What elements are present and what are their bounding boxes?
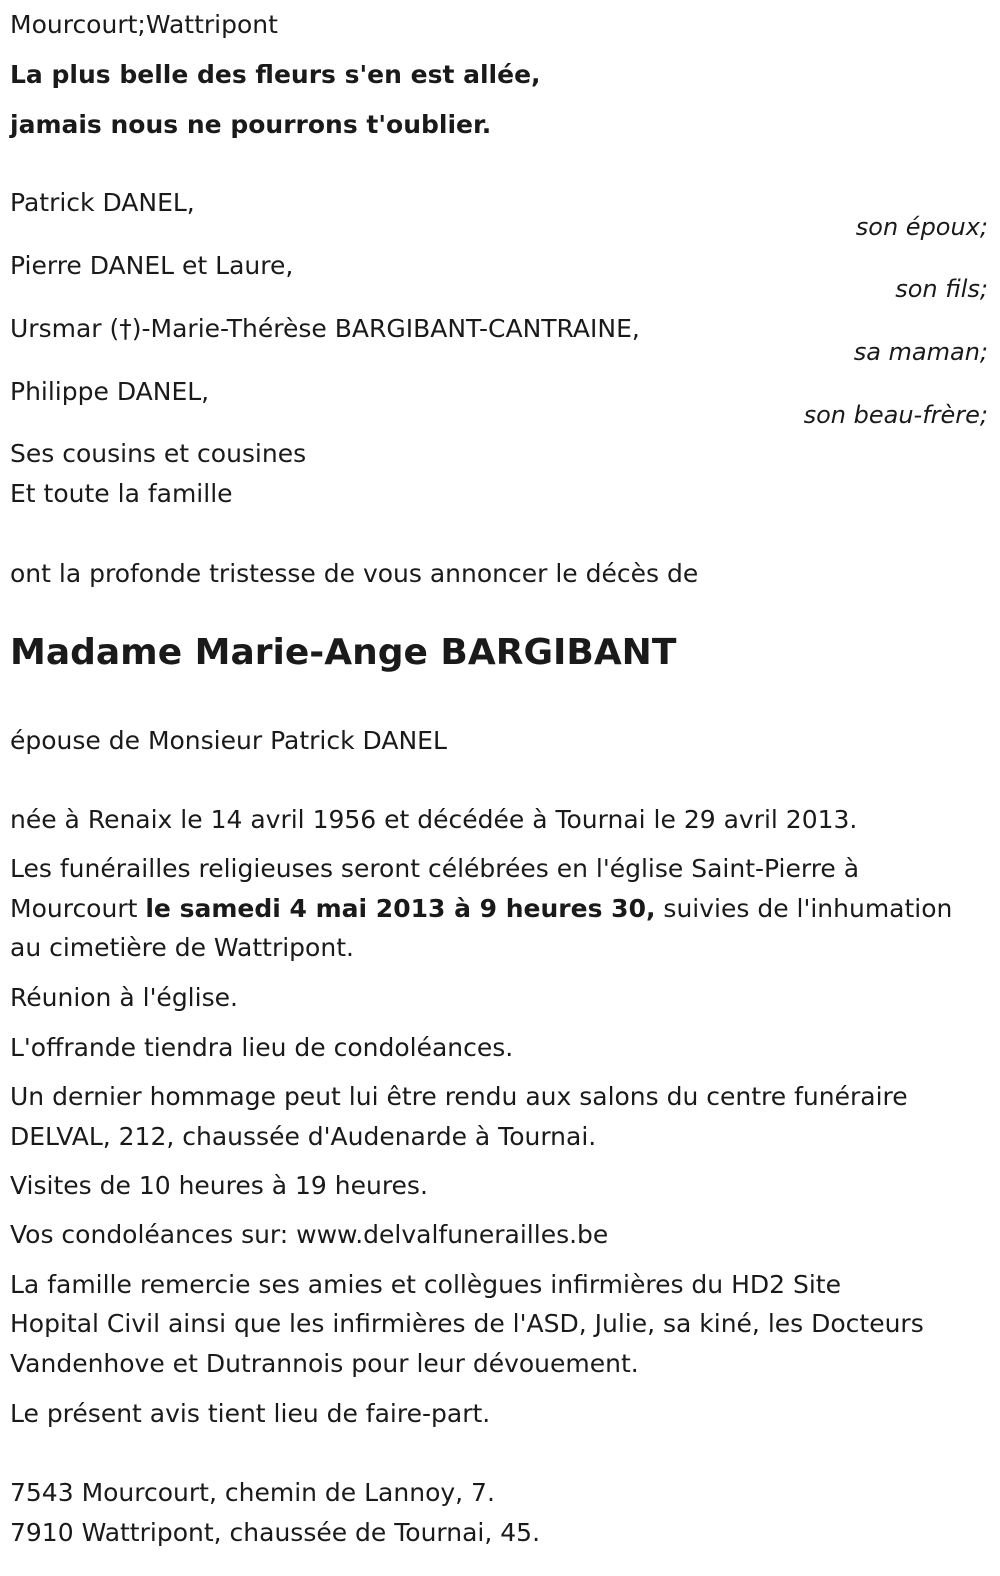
address-1: 7543 Mourcourt, chemin de Lannoy, 7. — [10, 1478, 495, 1507]
funeral-line-1: Les funérailles religieuses seront célébrées en l'église Saint-Pierre à — [10, 854, 860, 883]
family-line: Et toute la famille — [10, 479, 233, 508]
announcement: ont la profonde tristesse de vous annoncer le décès de — [10, 559, 699, 588]
deceased-name: Madame Marie-Ange BARGIBANT — [10, 632, 677, 673]
family-member-relation: sa maman; — [853, 338, 988, 366]
funeral-line-2-end: suivies de l'inhumation — [655, 894, 953, 923]
family-member-name: Philippe DANEL, — [10, 377, 210, 406]
poem-line-2: jamais nous ne pourrons t'oublier. — [10, 110, 492, 139]
family-member-relation: son époux; — [855, 213, 988, 241]
poem-line-1: La plus belle des fleurs s'en est allée, — [10, 60, 541, 89]
spouse-line: épouse de Monsieur Patrick DANEL — [10, 726, 447, 755]
family-member-relation: son beau-frère; — [803, 401, 988, 429]
family-member-name: Pierre DANEL et Laure, — [10, 251, 294, 280]
hommage-line-1: Un dernier hommage peut lui être rendu aux salons du centre funéraire — [10, 1082, 908, 1111]
offrande-notice: L'offrande tiendra lieu de condoléances. — [10, 1033, 514, 1062]
condoleances-website: Vos condoléances sur: www.delvalfunerailles.be — [10, 1220, 609, 1249]
hommage-line-2: DELVAL, 212, chaussée d'Audenarde à Tournai. — [10, 1122, 597, 1151]
funeral-date-time: le samedi 4 mai 2013 à 9 heures 30, — [145, 894, 656, 923]
address-2: 7910 Wattripont, chaussée de Tournai, 45. — [10, 1518, 541, 1547]
reunion-notice: Réunion à l'église. — [10, 983, 238, 1012]
locations-header: Mourcourt;Wattripont — [10, 10, 278, 39]
funeral-line-2 — [10, 894, 952, 924]
family-member-name: Ursmar (†)-Marie-Thérèse BARGIBANT-CANTRAINE, — [10, 314, 640, 343]
faire-part-notice: Le présent avis tient lieu de faire-part. — [10, 1399, 491, 1428]
funeral-line-2-start: Mourcourt — [10, 894, 146, 923]
family-member-relation: son fils; — [895, 275, 988, 303]
cousins-line: Ses cousins et cousines — [10, 439, 307, 468]
remerciements-line-3: Vandenhove et Dutrannois pour leur dévouement. — [10, 1349, 639, 1378]
visites-notice: Visites de 10 heures à 19 heures. — [10, 1171, 428, 1200]
remerciements-line-2: Hopital Civil ainsi que les infirmières de l'ASD, Julie, sa kiné, les Docteurs — [10, 1309, 924, 1338]
funeral-line-3: au cimetière de Wattripont. — [10, 933, 354, 962]
remerciements-line-1: La famille remercie ses amies et collègues infirmières du HD2 Site — [10, 1270, 841, 1299]
family-member-name: Patrick DANEL, — [10, 188, 195, 217]
birth-death-dates: née à Renaix le 14 avril 1956 et décédée à Tournai le 29 avril 2013. — [10, 805, 858, 834]
